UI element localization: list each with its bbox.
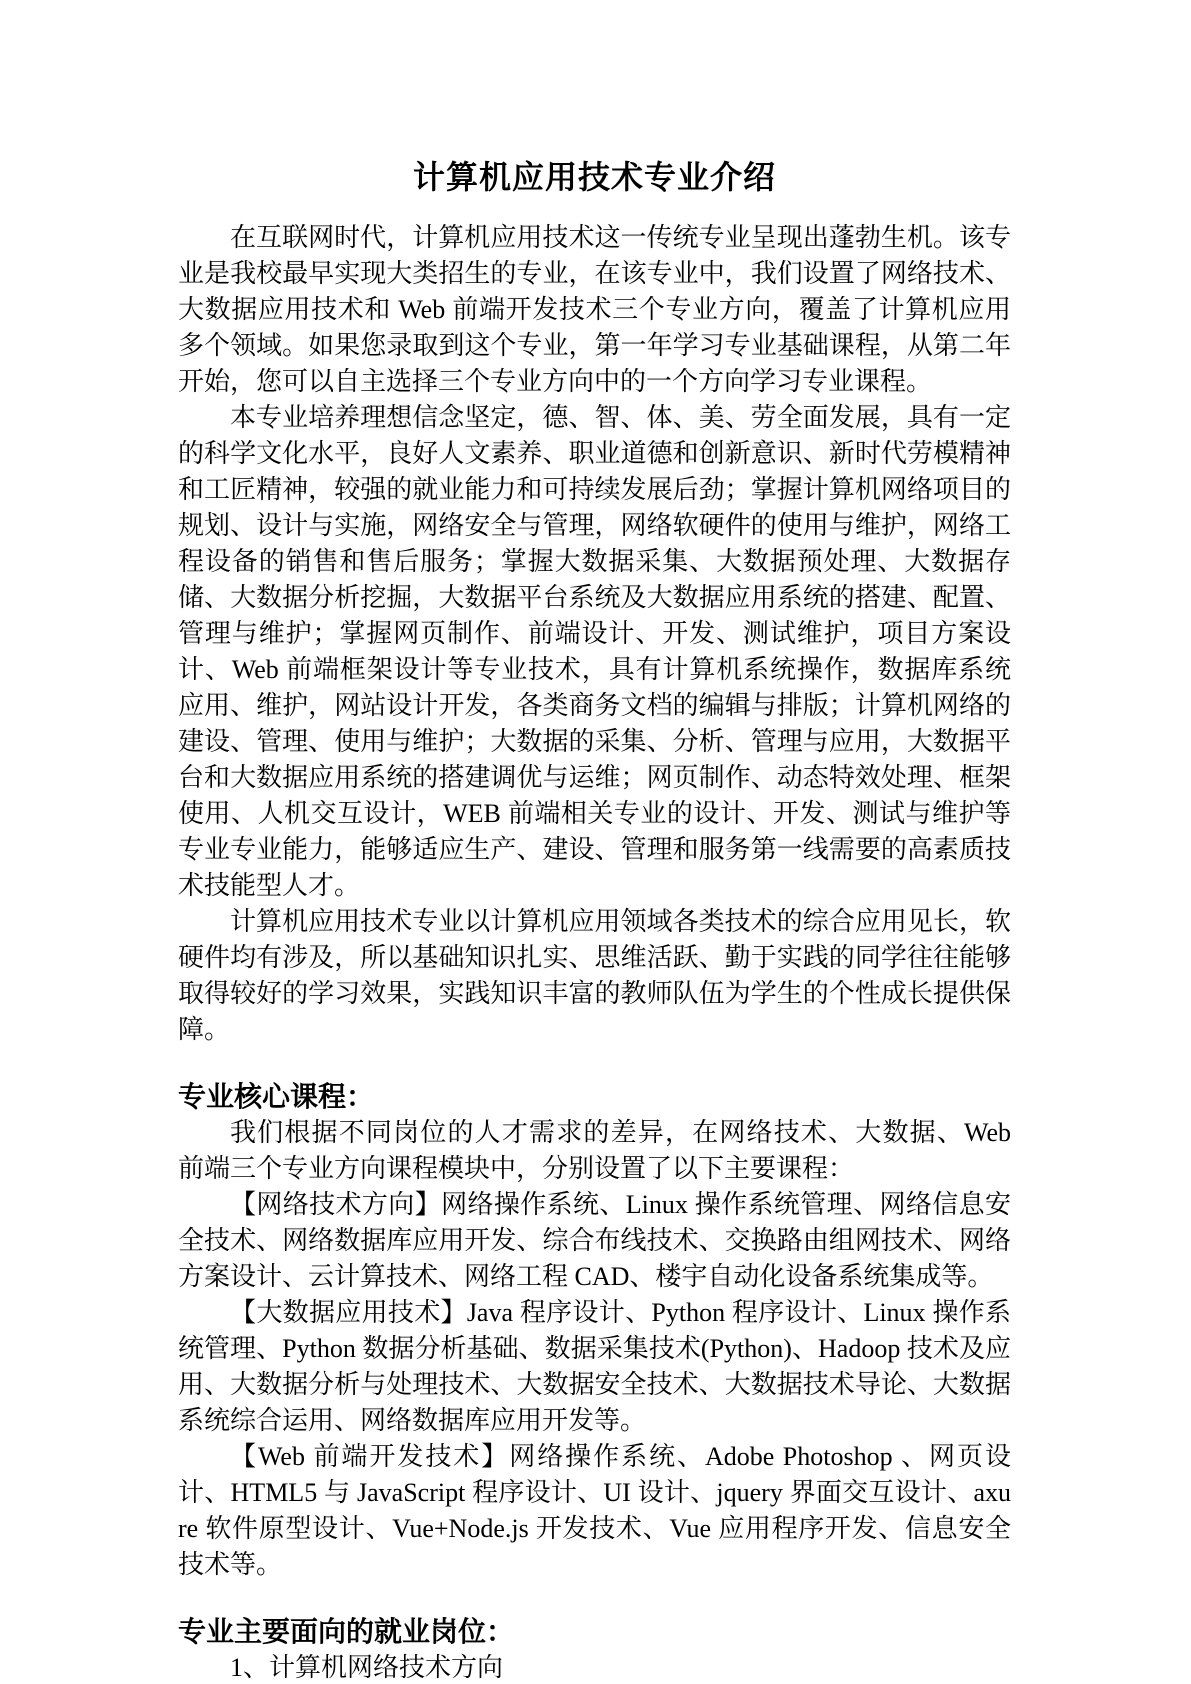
core-courses-bigdata-direction-paragraph: 【大数据应用技术】Java 程序设计、Python 程序设计、Linux 操作系统管理、Python 数据分析基础、数据采集技术(Python)、Hadoop 技术及应用、大数据分析与处理技术、大数据安全技术、大数据技术导论、大数据系统综合运用、网络数据库应用开发等。 <box>178 1298 1011 1435</box>
core-courses-intro-paragraph: 我们根据不同岗位的人才需求的差异，在网络技术、大数据、Web 前端三个专业方向课程模块中，分别设置了以下主要课程： <box>178 1118 1011 1183</box>
core-courses-network-direction-paragraph: 【网络技术方向】网络操作系统、Linux 操作系统管理、网络信息安全技术、网络数据库应用开发、综合布线技术、交换路由组网技术、网络方案设计、云计算技术、网络工程 CAD、楼宇自动化设备系统集成等。 <box>178 1190 1011 1291</box>
core-courses-web-frontend-direction-paragraph: 【Web 前端开发技术】网络操作系统、Adobe Photoshop 、网页设计、HTML5 与 JavaScript 程序设计、UI 设计、jquery 界面交互设计、axure 软件原型设计、Vue+Node.js 开发技术、Vue 应用程序开发、信息安全技术等。 <box>178 1442 1011 1579</box>
document-title: 计算机应用技术专业介绍 <box>412 159 776 195</box>
intro-paragraph-3: 计算机应用技术专业以计算机应用领域各类技术的综合应用见长，软硬件均有涉及，所以基础知识扎实、思维活跃、勤于实践的同学往往能够取得较好的学习效果，实践知识丰富的教师队伍为学生的个性成长提供保障。 <box>178 907 1011 1044</box>
intro-paragraph-1: 在互联网时代，计算机应用技术这一传统专业呈现出蓬勃生机。该专业是我校最早实现大类招生的专业，在该专业中，我们设置了网络技术、大数据应用技术和 Web 前端开发技术三个专业方向，覆盖了计算机应用多个领域。如果您录取到这个专业，第一年学习专业基础课程，从第二年开始，您可以自主选择三个专业方向中的一个方向学习专业课程。 <box>178 223 1011 396</box>
intro-paragraph-2: 本专业培养理想信念坚定，德、智、体、美、劳全面发展，具有一定的科学文化水平，良好人文素养、职业道德和创新意识、新时代劳模精神和工匠精神，较强的就业能力和可持续发展后劲；掌握计算机网络项目的规划、设计与实施，网络安全与管理，网络软硬件的使用与维护，网络工程设备的销售和售后服务；掌握大数据采集、大数据预处理、大数据存储、大数据分析挖掘，大数据平台系统及大数据应用系统的搭建、配置、管理与维护；掌握网页制作、前端设计、开发、测试维护，项目方案设计、Web 前端框架设计等专业技术，具有计算机系统操作，数据库系统应用、维护，网站设计开发，各类商务文档的编辑与排版；计算机网络的建设、管理、使用与维护；大数据的采集、分析、管理与应用，大数据平台和大数据应用系统的搭建调优与运维；网页制作、动态特效处理、框架使用、人机交互设计，WEB 前端相关专业的设计、开发、测试与维护等专业专业能力，能够适应生产、建设、管理和服务第一线需要的高素质技术技能型人才。 <box>178 403 1011 900</box>
employment-list-item-1: 1、计算机网络技术方向 <box>230 1653 504 1682</box>
section-heading-employment-positions: 专业主要面向的就业岗位： <box>178 1616 515 1647</box>
section-heading-core-courses: 专业核心课程： <box>178 1081 375 1112</box>
